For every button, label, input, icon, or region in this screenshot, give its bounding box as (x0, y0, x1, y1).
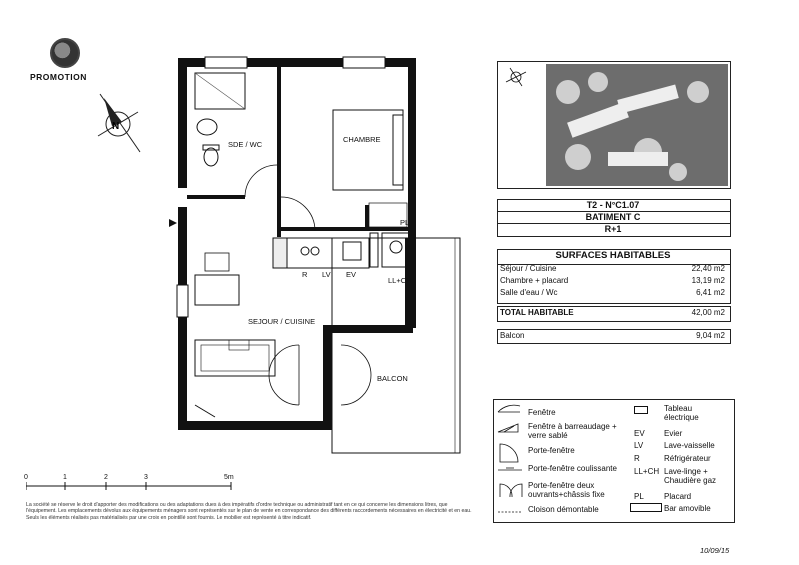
surface-value: 22,40 m2 (691, 264, 725, 273)
surface-row (497, 276, 729, 288)
room-label-ev: EV (346, 270, 357, 279)
surface-label: Séjour / Cuisine (500, 264, 557, 273)
legend-barred-window: Fenêtre à barreaudage + verre sablé (528, 422, 617, 440)
surface-value: 6,41 m2 (696, 288, 725, 297)
floor-plan (165, 55, 465, 467)
site-plan (497, 61, 731, 189)
legend-code-llch: LL+CH (634, 467, 660, 476)
brand-name: PROMOTION (30, 72, 87, 82)
legend-closet: Placard (664, 492, 692, 501)
legend-washer-boiler: Lave-linge + Chaudière gaz (664, 467, 717, 485)
scale-tick-0: 0 (24, 474, 28, 481)
legend-code-r: R (634, 454, 640, 463)
legend-fridge: Réfrigérateur (664, 454, 711, 463)
electric-panel-icon (634, 406, 648, 414)
legend-window: Fenêtre (528, 408, 556, 417)
room-label-llch: LL+CH (388, 276, 412, 285)
room-label-r: R (302, 270, 308, 279)
legend-electric-panel: Tableau électrique (664, 404, 699, 422)
legend-french-window: Porte-fenêtre (528, 446, 575, 455)
lot-building: BATIMENT C (585, 212, 641, 222)
room-label-sde: SDE / WC (228, 140, 263, 149)
surface-row (497, 264, 729, 276)
lot-ref: T2 - N°C1.07 (586, 200, 640, 210)
room-label-pl: PL (400, 218, 410, 227)
total-value: 42,00 m2 (691, 308, 725, 317)
balcony-label: Balcon (500, 331, 525, 340)
legend-sink: Evier (664, 429, 683, 438)
legend-code-ev: EV (634, 429, 645, 438)
scale-tick-3: 3 (144, 474, 148, 481)
balcony-row (497, 331, 729, 343)
room-label-chambre: CHAMBRE (343, 135, 381, 144)
total-row (497, 308, 729, 320)
north-arrow-icon (92, 92, 148, 154)
logo-icon (50, 38, 80, 68)
room-label-sejour: SEJOUR / CUISINE (248, 317, 316, 326)
room-label-balcon: BALCON (377, 374, 408, 383)
scale-tick-1: 1 (63, 474, 67, 481)
legend-double-window: Porte-fenêtre deux ouvrants+châssis fixe (528, 481, 605, 499)
surface-label: Salle d'eau / Wc (500, 288, 558, 297)
balcony-value: 9,04 m2 (696, 331, 725, 340)
scale-tick-5m: 5m (224, 474, 234, 481)
legend-sliding-window: Porte-fenêtre coulissante (528, 464, 617, 473)
legend-code-lv: LV (634, 441, 644, 450)
svg-text:N: N (112, 121, 120, 132)
legend-partition: Cloison démontable (528, 505, 599, 514)
disclaimer: La société se réserve le droit d'apporter des modifications ou des adaptations dues à des impératifs d'ordre technique ou administratif tant en ce qui concerne les dimensions litres, que l'équipement. Les emplacements dévolus aux équipements ménagers sont représentés sur le plan de vente en correspondance des différents raccordements nécessaires en électricité et en eau. Seuls les éléments réalisés pas matérialisés par une croix en pointillé sont fournis. Le mobilier est représenté à titre indicatif. (26, 502, 472, 521)
total-label: TOTAL HABITABLE (500, 308, 574, 317)
lot-level: R+1 (604, 224, 622, 234)
bar-icon (630, 503, 662, 512)
room-label-lv: LV (322, 270, 331, 279)
scale-bar (26, 482, 236, 490)
scale-tick-2: 2 (104, 474, 108, 481)
legend-dishwasher: Lave-vaisselle (664, 441, 715, 450)
surface-value: 13,19 m2 (691, 276, 725, 285)
surface-row (497, 288, 729, 300)
plan-date: 10/09/15 (700, 546, 730, 555)
legend-bar: Bar amovible (664, 504, 711, 513)
surface-label: Chambre + placard (500, 276, 569, 285)
legend-code-pl: PL (634, 492, 644, 501)
surfaces-title: SURFACES HABITABLES (555, 250, 671, 261)
legend-symbols (496, 402, 526, 520)
